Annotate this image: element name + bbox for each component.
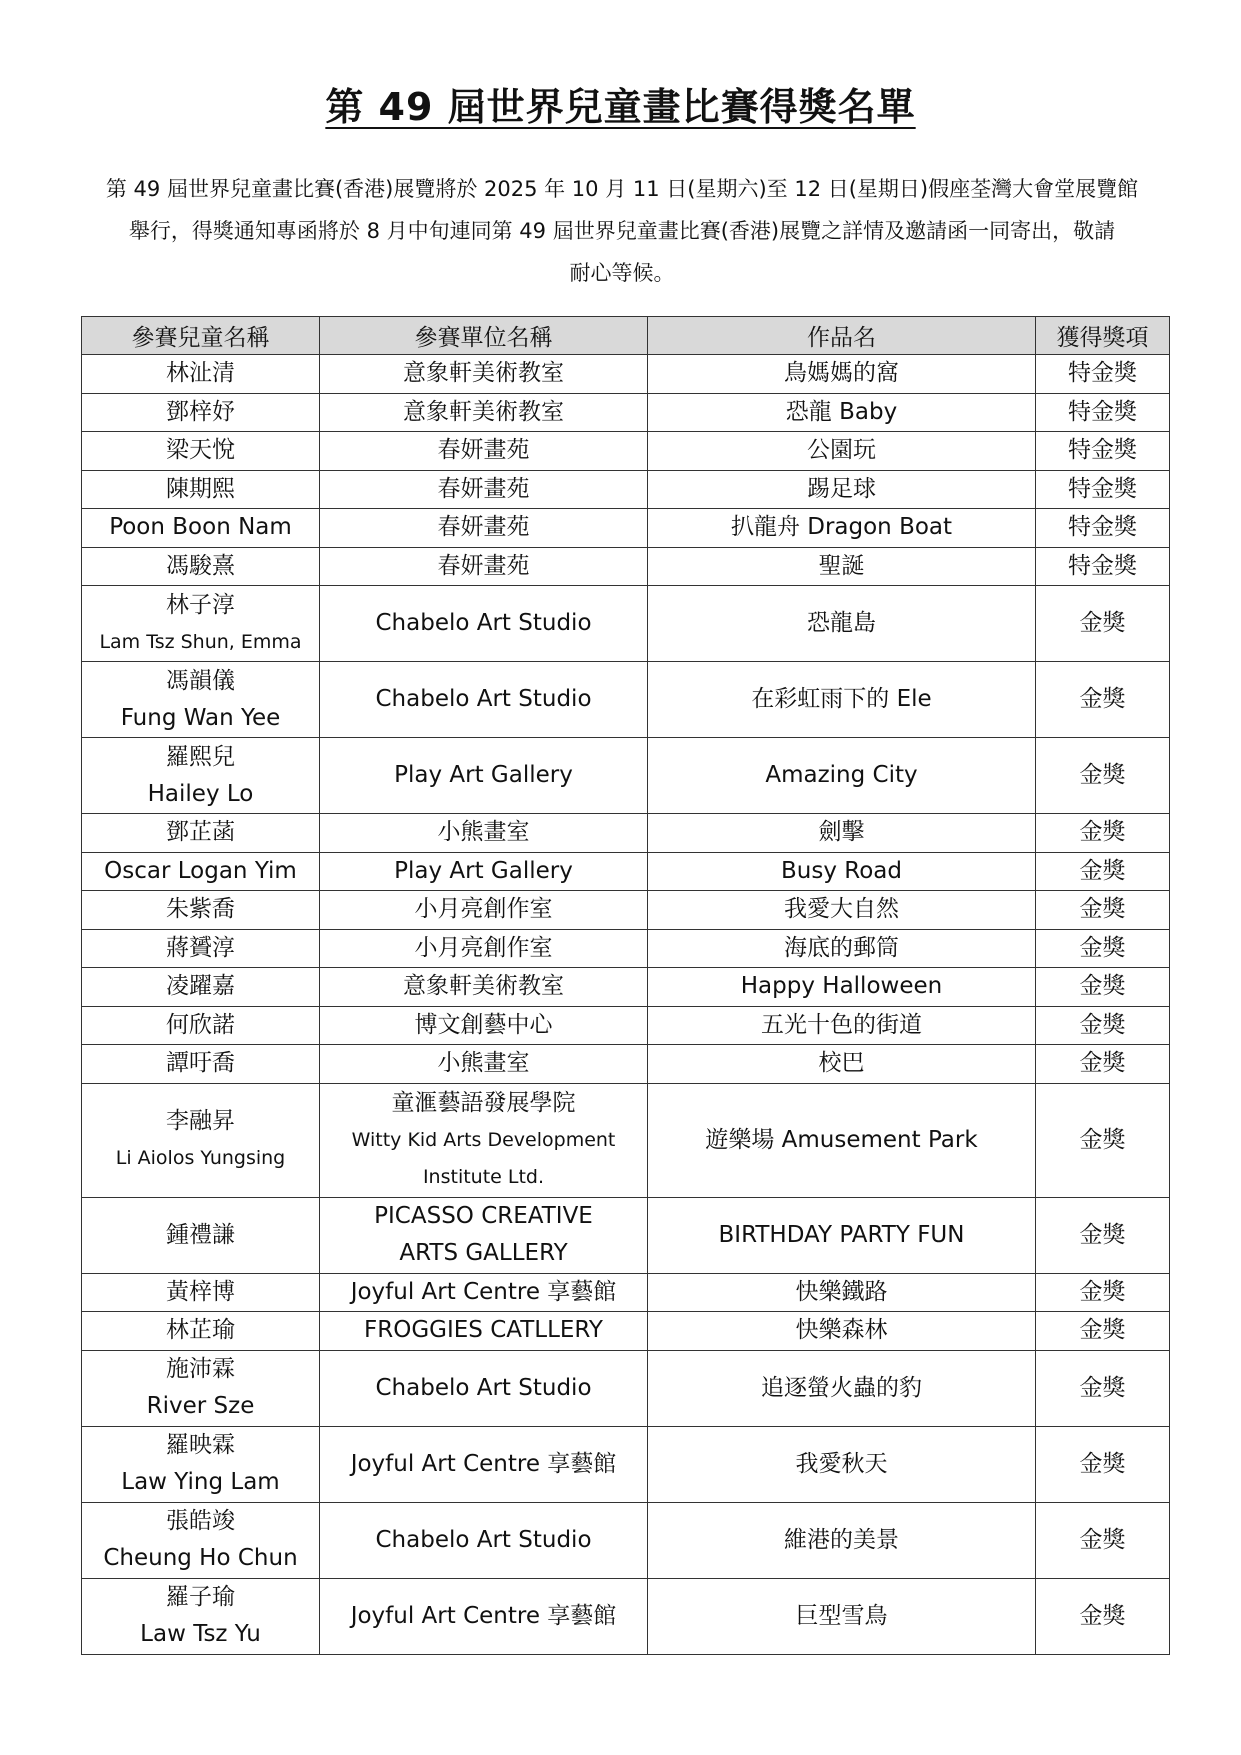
cell-unit-name: [320, 891, 648, 930]
cell-unit-name: [320, 662, 648, 738]
cell-work-name: [648, 852, 1036, 891]
cell-unit-name-line: 意象軒美術教室: [403, 973, 564, 1000]
cell-work-name: [648, 393, 1036, 432]
cell-work-name: [648, 738, 1036, 814]
cell-child-name-line: 譚吁喬: [166, 1050, 235, 1077]
cell-unit-name: [320, 1350, 648, 1426]
awards-table: [81, 316, 1170, 1655]
table-row: [82, 432, 1170, 471]
cell-unit-name-line: ARTS GALLERY: [399, 1240, 568, 1266]
cell-unit-name-line: Play Art Gallery: [394, 762, 573, 788]
cell-award: 金獎: [1036, 968, 1170, 1007]
cell-unit-name: [320, 1006, 648, 1045]
cell-unit-name-line: Joyful Art Centre 享藝館: [350, 1278, 617, 1305]
cell-child-name: [82, 1312, 320, 1351]
cell-child-name-line: 羅子瑜: [166, 1584, 235, 1610]
cell-work-name-line: BIRTHDAY PARTY FUN: [718, 1221, 965, 1248]
cell-child-name-line: Fung Wan Yee: [120, 704, 281, 731]
cell-child-name: [82, 393, 320, 432]
cell-work-name-line: 我愛大自然: [784, 896, 899, 923]
cell-child-name-line: 林子淳: [166, 591, 235, 618]
intro-paragraph: [82, 168, 1162, 294]
cell-unit-name-line: 春妍畫苑: [437, 437, 530, 464]
cell-work-name: [648, 929, 1036, 968]
cell-unit-name: [320, 393, 648, 432]
cell-unit-name: [320, 1502, 648, 1578]
cell-award: 金獎: [1036, 891, 1170, 930]
cell-unit-name-line: Institute Ltd.: [422, 1165, 545, 1188]
cell-work-name-line: 五光十色的街道: [761, 1011, 922, 1038]
cell-child-name-line: 陳期熙: [166, 475, 235, 502]
cell-work-name-line: Amazing City: [765, 762, 918, 788]
cell-unit-name-line: 意象軒美術教室: [403, 360, 564, 387]
cell-unit-name: [320, 968, 648, 1007]
table-row: [82, 509, 1170, 548]
cell-unit-name: [320, 1312, 648, 1351]
cell-work-name-line: 校巴: [818, 1050, 865, 1077]
cell-work-name: [648, 509, 1036, 548]
cell-child-name-line: Li Aiolos Yungsing: [115, 1147, 286, 1169]
cell-child-name-line: Poon Boon Nam: [109, 514, 292, 541]
table-row: [82, 1350, 1170, 1426]
cell-unit-name-line: Chabelo Art Studio: [375, 1374, 592, 1401]
cell-child-name: [82, 1045, 320, 1084]
cell-child-name: [82, 891, 320, 930]
table-row: [82, 929, 1170, 968]
cell-child-name-line: 蔣贇淳: [166, 934, 235, 961]
cell-work-name: [648, 470, 1036, 509]
cell-work-name-line: 快樂鐵路: [795, 1278, 888, 1305]
cell-child-name-line: 凌躍嘉: [166, 973, 235, 1000]
cell-child-name: [82, 509, 320, 548]
cell-child-name-line: Law Ying Lam: [121, 1469, 280, 1495]
cell-unit-name: [320, 1273, 648, 1312]
cell-work-name: [648, 814, 1036, 853]
cell-child-name-line: Oscar Logan Yim: [104, 857, 297, 884]
cell-unit-name: [320, 470, 648, 509]
cell-child-name: [82, 1006, 320, 1045]
cell-child-name-line: Cheung Ho Chun: [103, 1545, 298, 1571]
cell-work-name: [648, 968, 1036, 1007]
cell-child-name-line: 鄧芷菡: [166, 819, 235, 846]
cell-work-name-line: Busy Road: [781, 857, 902, 884]
cell-child-name: [82, 814, 320, 853]
cell-child-name-line: 羅熙兒: [166, 743, 235, 770]
table-row: [82, 1045, 1170, 1084]
cell-work-name-line: 維港的美景: [784, 1526, 899, 1553]
cell-work-name: [648, 1083, 1036, 1197]
cell-child-name-line: River Sze: [146, 1393, 255, 1419]
cell-unit-name: [320, 852, 648, 891]
cell-child-name: [82, 929, 320, 968]
cell-award: 特金獎: [1036, 432, 1170, 471]
cell-unit-name-line: FROGGIES CATLLERY: [364, 1317, 603, 1344]
cell-unit-name: [320, 1083, 648, 1197]
cell-child-name: [82, 1197, 320, 1273]
table-row: [82, 547, 1170, 586]
cell-child-name-line: Hailey Lo: [147, 780, 254, 807]
cell-work-name: [648, 547, 1036, 586]
table-row: [82, 470, 1170, 509]
table-body: [82, 355, 1170, 1655]
cell-child-name-line: 朱紫喬: [166, 896, 235, 923]
table-row: [82, 1426, 1170, 1502]
cell-unit-name-line: Chabelo Art Studio: [375, 1526, 592, 1553]
cell-unit-name: [320, 1578, 648, 1654]
cell-award: 金獎: [1036, 1578, 1170, 1654]
cell-child-name-line: 梁天悅: [166, 437, 235, 464]
table-row: [82, 662, 1170, 738]
cell-work-name-line: 追逐螢火蟲的豹: [761, 1374, 922, 1401]
cell-work-name-line: 快樂森林: [795, 1317, 888, 1344]
cell-award: 金獎: [1036, 586, 1170, 662]
cell-award: 特金獎: [1036, 470, 1170, 509]
cell-child-name: [82, 968, 320, 1007]
cell-unit-name-line: 意象軒美術教室: [403, 398, 564, 425]
cell-award: 特金獎: [1036, 509, 1170, 548]
cell-child-name-line: 鄧梓妤: [166, 398, 235, 425]
cell-child-name-line: 黃梓博: [166, 1278, 235, 1305]
cell-unit-name-line: 博文創藝中心: [414, 1011, 553, 1038]
cell-work-name-line: 公園玩: [807, 437, 876, 464]
cell-child-name: [82, 586, 320, 662]
cell-award: 特金獎: [1036, 355, 1170, 394]
header-award: 獲得獎項: [1036, 317, 1170, 355]
cell-award: 金獎: [1036, 1197, 1170, 1273]
cell-work-name-line: Happy Halloween: [740, 973, 943, 1000]
table-row: [82, 814, 1170, 853]
cell-award: 特金獎: [1036, 393, 1170, 432]
cell-unit-name: [320, 814, 648, 853]
cell-award: 金獎: [1036, 814, 1170, 853]
cell-award: 金獎: [1036, 1502, 1170, 1578]
cell-child-name-line: 鍾禮謙: [166, 1221, 235, 1248]
cell-unit-name-line: 童滙藝語發展學院: [391, 1089, 576, 1116]
cell-work-name: [648, 891, 1036, 930]
cell-award: 金獎: [1036, 852, 1170, 891]
cell-unit-name-line: 小月亮創作室: [414, 934, 553, 961]
cell-unit-name: [320, 1426, 648, 1502]
cell-child-name-line: 何欣諾: [166, 1011, 235, 1038]
cell-work-name-line: 海底的郵筒: [784, 934, 899, 961]
cell-child-name: [82, 662, 320, 738]
cell-child-name-line: 張皓竣: [166, 1508, 235, 1534]
cell-child-name-line: 施沛霖: [166, 1356, 235, 1382]
table-row: [82, 1197, 1170, 1273]
cell-child-name-line: Lam Tsz Shun, Emma: [99, 630, 302, 653]
cell-child-name-line: 李融昇: [166, 1108, 235, 1134]
cell-child-name: [82, 432, 320, 471]
cell-award: 金獎: [1036, 738, 1170, 814]
cell-unit-name: [320, 355, 648, 394]
cell-work-name-line: 扒龍舟 Dragon Boat: [730, 514, 953, 541]
cell-award: 金獎: [1036, 1045, 1170, 1084]
cell-unit-name-line: Joyful Art Centre 享藝館: [350, 1602, 617, 1629]
cell-work-name: [648, 1197, 1036, 1273]
cell-work-name: [648, 586, 1036, 662]
cell-work-name: [648, 1502, 1036, 1578]
cell-child-name-line: 馮韻儀: [166, 667, 235, 694]
table-header-row: [82, 317, 1170, 355]
cell-work-name-line: 恐龍 Baby: [785, 398, 898, 425]
cell-unit-name-line: Witty Kid Arts Development: [351, 1128, 616, 1151]
table-row: [82, 1273, 1170, 1312]
intro-line: 耐心等候。: [569, 261, 675, 285]
cell-unit-name-line: PICASSO CREATIVE: [374, 1203, 593, 1229]
cell-unit-name-line: Chabelo Art Studio: [375, 610, 592, 636]
table-row: [82, 1006, 1170, 1045]
cell-work-name-line: 鳥媽媽的窩: [784, 360, 899, 387]
cell-work-name: [648, 355, 1036, 394]
cell-unit-name-line: 小熊畫室: [437, 1050, 530, 1077]
cell-child-name-line: 馮駿熹: [166, 552, 235, 579]
header-work-name: 作品名: [648, 317, 1036, 355]
cell-child-name: [82, 470, 320, 509]
cell-child-name: [82, 852, 320, 891]
cell-work-name-line: 巨型雪鳥: [795, 1602, 888, 1629]
cell-child-name: [82, 1273, 320, 1312]
cell-unit-name: [320, 509, 648, 548]
cell-unit-name: [320, 547, 648, 586]
cell-child-name-line: 林芷瑜: [166, 1317, 235, 1344]
header-unit-name: 參賽單位名稱: [320, 317, 648, 355]
cell-work-name: [648, 1578, 1036, 1654]
intro-line: 舉行，得獎通知專函將於 8 月中旬連同第 49 屆世界兒童畫比賽(香港)展覽之詳情及邀請函一同寄出，敬請: [128, 219, 1116, 243]
table-row: [82, 1312, 1170, 1351]
intro-line: 第 49 屆世界兒童畫比賽(香港)展覽將於 2025 年 10 月 11 日(星期六)至 12 日(星期日)假座荃灣大會堂展覽館: [105, 177, 1139, 201]
cell-work-name: [648, 1312, 1036, 1351]
cell-work-name: [648, 432, 1036, 471]
cell-work-name: [648, 1006, 1036, 1045]
cell-unit-name: [320, 1197, 648, 1273]
cell-work-name-line: 遊樂場 Amusement Park: [705, 1126, 978, 1153]
cell-unit-name: [320, 432, 648, 471]
table-row: [82, 852, 1170, 891]
cell-child-name-line: Law Tsz Yu: [140, 1621, 261, 1647]
cell-unit-name-line: 小月亮創作室: [414, 896, 553, 923]
table-row: [82, 738, 1170, 814]
table-row: [82, 891, 1170, 930]
cell-child-name: [82, 1350, 320, 1426]
table-row: [82, 1502, 1170, 1578]
cell-child-name: [82, 355, 320, 394]
cell-unit-name-line: 春妍畫苑: [437, 475, 530, 502]
cell-unit-name-line: 春妍畫苑: [437, 552, 530, 579]
cell-child-name-line: 林沚清: [166, 360, 235, 387]
cell-work-name-line: 恐龍島: [807, 610, 876, 636]
cell-work-name: [648, 1350, 1036, 1426]
title-wrapper: [0, 84, 1241, 130]
cell-child-name: [82, 1578, 320, 1654]
header-child-name: 參賽兒童名稱: [82, 317, 320, 355]
cell-child-name: [82, 547, 320, 586]
cell-award: 特金獎: [1036, 547, 1170, 586]
cell-work-name: [648, 1045, 1036, 1084]
cell-award: 金獎: [1036, 1273, 1170, 1312]
table-row: [82, 393, 1170, 432]
cell-work-name-line: 在彩虹雨下的 Ele: [751, 686, 932, 712]
table-row: [82, 1083, 1170, 1197]
cell-work-name: [648, 1426, 1036, 1502]
cell-work-name-line: 我愛秋天: [795, 1450, 888, 1477]
cell-award: 金獎: [1036, 1426, 1170, 1502]
cell-award: 金獎: [1036, 1312, 1170, 1351]
cell-unit-name: [320, 1045, 648, 1084]
cell-child-name: [82, 738, 320, 814]
cell-award: 金獎: [1036, 929, 1170, 968]
cell-award: 金獎: [1036, 1006, 1170, 1045]
cell-work-name-line: 踢足球: [807, 475, 876, 502]
cell-unit-name-line: 春妍畫苑: [437, 514, 530, 541]
cell-unit-name-line: Play Art Gallery: [394, 857, 573, 884]
table-row: [82, 968, 1170, 1007]
cell-unit-name: [320, 738, 648, 814]
cell-child-name: [82, 1426, 320, 1502]
cell-child-name: [82, 1502, 320, 1578]
table-row: [82, 586, 1170, 662]
page-title: 第 49 屆世界兒童畫比賽得獎名單: [325, 85, 916, 129]
cell-unit-name: [320, 929, 648, 968]
cell-child-name: [82, 1083, 320, 1197]
cell-work-name-line: 劍擊: [818, 819, 865, 846]
cell-work-name: [648, 1273, 1036, 1312]
cell-award: 金獎: [1036, 1350, 1170, 1426]
cell-unit-name-line: 小熊畫室: [437, 819, 530, 846]
cell-work-name-line: 聖誕: [818, 552, 865, 579]
cell-unit-name: [320, 586, 648, 662]
cell-award: 金獎: [1036, 662, 1170, 738]
table-row: [82, 355, 1170, 394]
cell-unit-name-line: Chabelo Art Studio: [375, 686, 592, 712]
table-row: [82, 1578, 1170, 1654]
cell-unit-name-line: Joyful Art Centre 享藝館: [350, 1450, 617, 1477]
cell-child-name-line: 羅映霖: [166, 1432, 235, 1458]
cell-work-name: [648, 662, 1036, 738]
cell-award: 金獎: [1036, 1083, 1170, 1197]
